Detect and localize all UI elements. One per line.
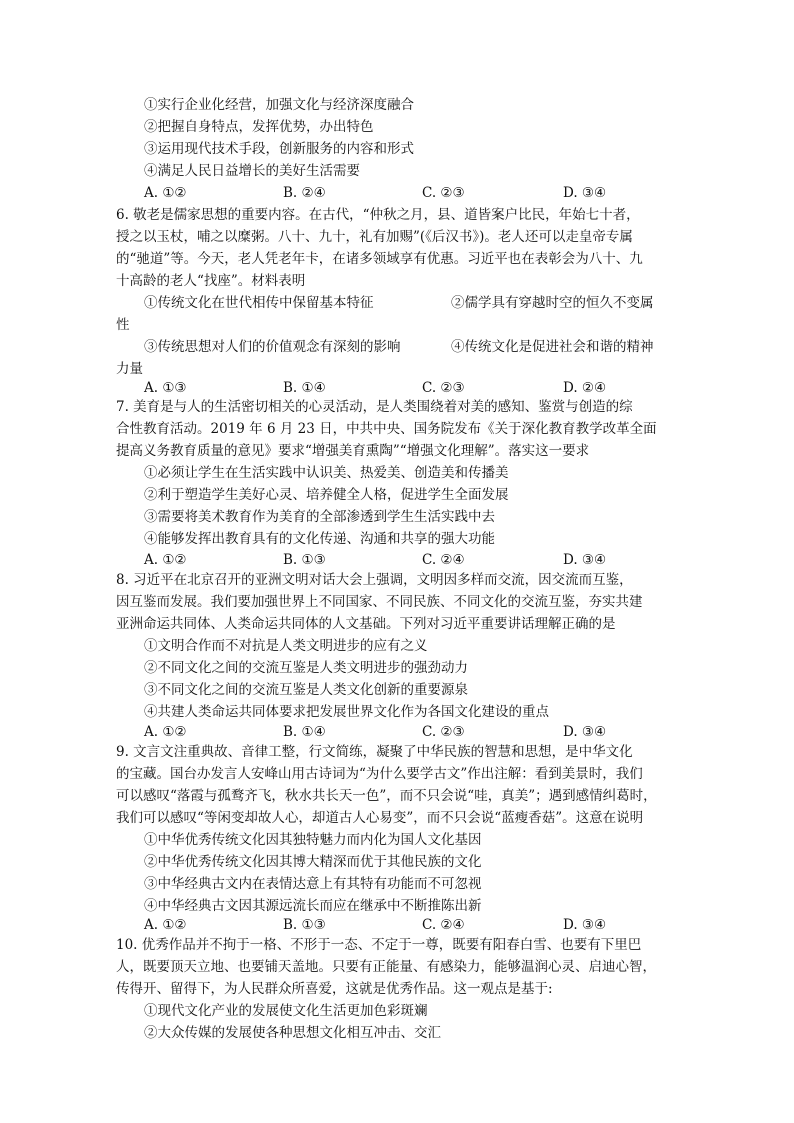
q9-stem-line-3: 可以感叹“落霞与孤鹜齐飞，秋水共长天一色”，而不只会说“哇，真美”；遇到感情纠葛时， — [116, 788, 657, 804]
q6-option-c: C. ②③ — [422, 380, 465, 396]
q8-item-1: ①文明合作而不对抗是人类文明进步的应有之义 — [144, 638, 428, 654]
q10-stem-line-2: 人，既要顶天立地、也要铺天盖地。只要有正能量、有感染力，能够温润心灵、启迪心智， — [116, 959, 656, 975]
q5-option-d: D. ③④ — [563, 185, 607, 201]
q7-stem-line-3: 提高义务教育质量的意见》要求“增强美育熏陶”“增强文化理解”。落实这一要求 — [116, 443, 590, 459]
q9-option-a: A. ①② — [144, 917, 187, 933]
q6-item-1: ①传统文化在世代相传中保留基本特征 — [144, 295, 374, 311]
q7-item-2: ②利于塑造学生美好心灵、培养健全人格，促进学生全面发展 — [144, 487, 509, 503]
q7-option-c: C. ②④ — [422, 552, 465, 568]
q5-option-c: C. ②③ — [422, 185, 465, 201]
q9-stem-line-1: 9. 文言文注重典故、音律工整，行文简练，凝聚了中华民族的智慧和思想，是中华文化 — [116, 744, 633, 760]
q7-stem-line-2: 合性教育活动。2019 年 6 月 23 日，中共中央、国务院发布《关于深化教育教学改革全面 — [116, 421, 657, 437]
q7-item-1: ①必须让学生在生活实践中认识美、热爱美、创造美和传播美 — [144, 465, 509, 481]
q6-stem-line-4: 十高龄的老人“找座”。材料表明 — [116, 273, 306, 289]
q10-item-2: ②大众传媒的发展使各种思想文化相互冲击、交汇 — [144, 1025, 441, 1041]
q9-item-3: ③中华经典古文内在表情达意上有其特有功能而不可忽视 — [144, 876, 482, 892]
q5-option-b: B. ②④ — [283, 185, 326, 201]
q10-item-1: ①现代文化产业的发展使文化生活更加色彩斑斓 — [144, 1003, 428, 1019]
q6-item-2-continued: 性 — [116, 317, 130, 333]
q9-stem-line-4: 我们可以感叹“等闲变却故人心，却道古人心易变”，而不只会说“蓝瘦香菇”。这意在说明 — [116, 810, 644, 826]
q7-stem-line-1: 7. 美育是与人的生活密切相关的心灵活动，是人类围绕着对美的感知、鉴赏与创造的综 — [116, 399, 633, 415]
q9-option-b: B. ①③ — [283, 917, 326, 933]
q8-stem-line-3: 亚洲命运共同体、人类命运共同体的人文基础。下列对习近平重要讲话理解正确的是 — [116, 616, 616, 632]
q6-item-3: ③传统思想对人们的价值观念有深刻的影响 — [144, 339, 401, 355]
q8-option-d: D. ③④ — [563, 724, 607, 740]
q7-item-3: ③需要将美术教育作为美育的全部渗透到学生生活实践中去 — [144, 509, 495, 525]
q7-item-4: ④能够发挥出教育具有的文化传递、沟通和共享的强大功能 — [144, 531, 495, 547]
q5-item-1: ①实行企业化经营，加强文化与经济深度融合 — [144, 97, 414, 113]
q8-item-4: ④共建人类命运共同体要求把发展世界文化作为各国文化建设的重点 — [144, 704, 549, 720]
q9-option-c: C. ②④ — [422, 917, 465, 933]
q6-option-b: B. ①④ — [283, 380, 326, 396]
q5-option-a: A. ①② — [144, 185, 187, 201]
q8-option-c: C. ②③ — [422, 724, 465, 740]
q7-option-d: D. ③④ — [563, 552, 607, 568]
q6-stem-line-3: 的“驰道”等。今天，老人凭老年卡，在诸多领域享有优惠。习近平也在表彰会为八十、九 — [116, 251, 643, 267]
q9-item-4: ④中华经典古文因其源远流长而应在继承中不断推陈出新 — [144, 898, 482, 914]
q8-stem-line-1: 8. 习近平在北京召开的亚洲文明对话大会上强调，文明因多样而交流，因交流而互鉴， — [116, 572, 633, 588]
q9-item-2: ②中华优秀传统文化因其博大精深而优于其他民族的文化 — [144, 854, 482, 870]
q9-stem-line-2: 的宝藏。国台办发言人安峰山用古诗词为“为什么要学古文”作出注解：看到美景时，我们 — [116, 766, 643, 782]
q9-option-d: D. ③④ — [563, 917, 607, 933]
q6-stem-line-1: 6. 敬老是儒家思想的重要内容。在古代，“仲秋之月，县、道皆案户比民，年始七十者， — [116, 207, 640, 223]
q8-item-2: ②不同文化之间的交流互鉴是人类文明进步的强劲动力 — [144, 660, 468, 676]
q6-item-4-continued: 力量 — [116, 361, 143, 377]
q10-stem-line-3: 传得开、留得下，为人民群众所喜爱，这就是优秀作品。这一观点是基于: — [116, 981, 553, 997]
q8-stem-line-2: 因互鉴而发展。我们要加强世界上不同国家、不同民族、不同文化的交流互鉴，夯实共建 — [116, 594, 643, 610]
q8-option-b: B. ①④ — [283, 724, 326, 740]
q6-stem-line-2: 授之以玉杖，哺之以糜粥。八十、九十，礼有加赐”(《后汉书》)。老人还可以走皇帝专属 — [116, 229, 633, 245]
q6-option-a: A. ①③ — [144, 380, 187, 396]
q6-option-d: D. ②④ — [563, 380, 607, 396]
q7-option-b: B. ①③ — [283, 552, 326, 568]
q5-item-2: ②把握自身特点，发挥优势，办出特色 — [144, 119, 374, 135]
q5-item-4: ④满足人民日益增长的美好生活需要 — [144, 163, 360, 179]
q5-item-3: ③运用现代技术手段，创新服务的内容和形式 — [144, 141, 414, 157]
q9-item-1: ①中华优秀传统文化因其独特魅力而内化为国人文化基因 — [144, 832, 482, 848]
q10-stem-line-1: 10. 优秀作品并不拘于一格、不形于一态、不定于一尊，既要有阳春白雪、也要有下里巴 — [116, 937, 642, 953]
q6-item-2: ②儒学具有穿越时空的恒久不变属 — [451, 295, 654, 311]
q6-item-4: ④传统文化是促进社会和谐的精神 — [451, 339, 654, 355]
q7-option-a: A. ①② — [144, 552, 187, 568]
q8-option-a: A. ①② — [144, 724, 187, 740]
q8-item-3: ③不同文化之间的交流互鉴是人类文化创新的重要源泉 — [144, 682, 468, 698]
